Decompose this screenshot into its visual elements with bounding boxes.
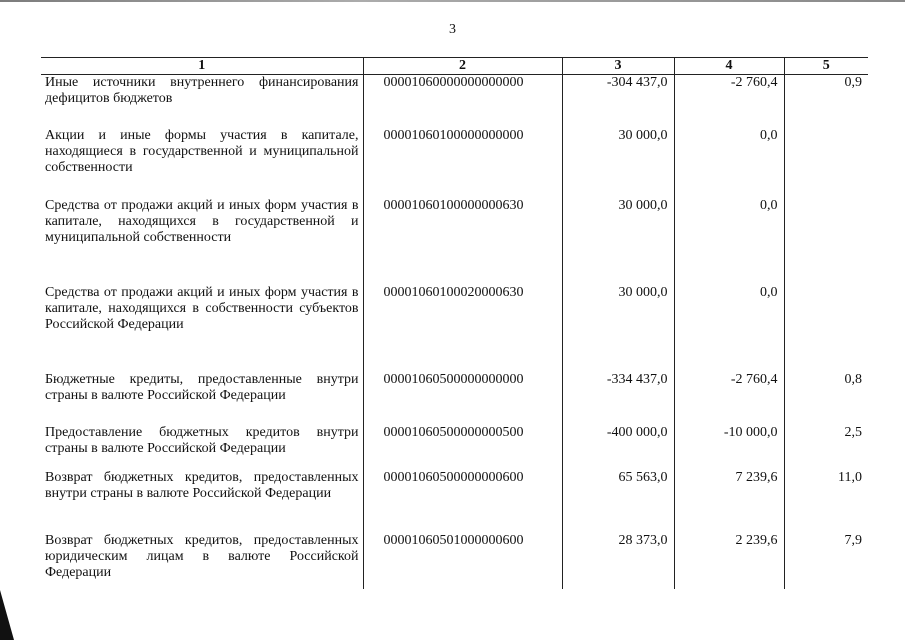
row-value-3: -400 000,0 (562, 425, 674, 470)
column-header: 4 (674, 58, 784, 75)
page-number: 3 (449, 22, 456, 37)
row-value-4: 0,0 (674, 198, 784, 285)
column-header: 1 (41, 58, 363, 75)
table-row (41, 128, 868, 198)
row-name: Акции и иные формы участия в капитале, находящиеся в государственной и муниципальной собственности (45, 127, 359, 175)
row-name: Возврат бюджетных кредитов, предоставленных юридическим лицам в валюте Российской Федерации (45, 532, 359, 580)
row-value-4: 0,0 (674, 128, 784, 198)
table-row (41, 470, 868, 533)
row-value-4: -10 000,0 (674, 425, 784, 470)
row-name: Бюджетные кредиты, предоставленные внутри страны в валюте Российской Федерации (45, 371, 359, 403)
row-code: 00001060500000000600 (363, 470, 562, 533)
row-value-5 (784, 285, 868, 372)
row-code: 00001060100020000630 (363, 285, 562, 372)
row-code: 00001060100000000630 (363, 198, 562, 285)
column-header: 3 (562, 58, 674, 75)
row-value-5: 11,0 (784, 470, 868, 533)
row-name: Средства от продажи акций и иных форм участия в капитале, находящихся в государственной и муниципальной собственности (45, 197, 359, 245)
row-value-4: -2 760,4 (674, 372, 784, 425)
scan-mark-left (0, 590, 14, 640)
row-value-4: -2 760,4 (674, 75, 784, 128)
row-value-4: 7 239,6 (674, 470, 784, 533)
row-value-4: 0,0 (674, 285, 784, 372)
row-value-3: 30 000,0 (562, 128, 674, 198)
row-code: 00001060501000000600 (363, 533, 562, 589)
column-header: 5 (784, 58, 868, 75)
row-value-5: 0,8 (784, 372, 868, 425)
row-name: Предоставление бюджетных кредитов внутри страны в валюте Российской Федерации (45, 424, 359, 456)
table-row (41, 75, 868, 128)
row-name: Возврат бюджетных кредитов, предоставленных внутри страны в валюте Российской Федерации (45, 469, 359, 501)
row-value-5 (784, 198, 868, 285)
row-value-3: 28 373,0 (562, 533, 674, 589)
scan-edge-top (0, 0, 905, 2)
row-value-3: 30 000,0 (562, 198, 674, 285)
row-code: 00001060100000000000 (363, 128, 562, 198)
row-code: 00001060500000000500 (363, 425, 562, 470)
budget-table (41, 57, 868, 589)
row-name: Иные источники внутреннего финансирования дефицитов бюджетов (45, 75, 359, 106)
row-code: 00001060000000000000 (363, 75, 562, 128)
table-header-row (41, 58, 868, 75)
table-row (41, 425, 868, 470)
row-value-5: 2,5 (784, 425, 868, 470)
row-value-3: 30 000,0 (562, 285, 674, 372)
row-value-5: 0,9 (784, 75, 868, 128)
row-name: Средства от продажи акций и иных форм участия в капитале, находящихся в собственности субъектов Российской Федерации (45, 284, 359, 332)
row-code: 00001060500000000000 (363, 372, 562, 425)
table-row (41, 285, 868, 372)
table-row (41, 533, 868, 589)
column-header: 2 (363, 58, 562, 75)
row-value-5 (784, 128, 868, 198)
row-value-3: 65 563,0 (562, 470, 674, 533)
row-value-3: -334 437,0 (562, 372, 674, 425)
row-value-3: -304 437,0 (562, 75, 674, 128)
table-row (41, 372, 868, 425)
row-value-5: 7,9 (784, 533, 868, 589)
table-row (41, 198, 868, 285)
row-value-4: 2 239,6 (674, 533, 784, 589)
